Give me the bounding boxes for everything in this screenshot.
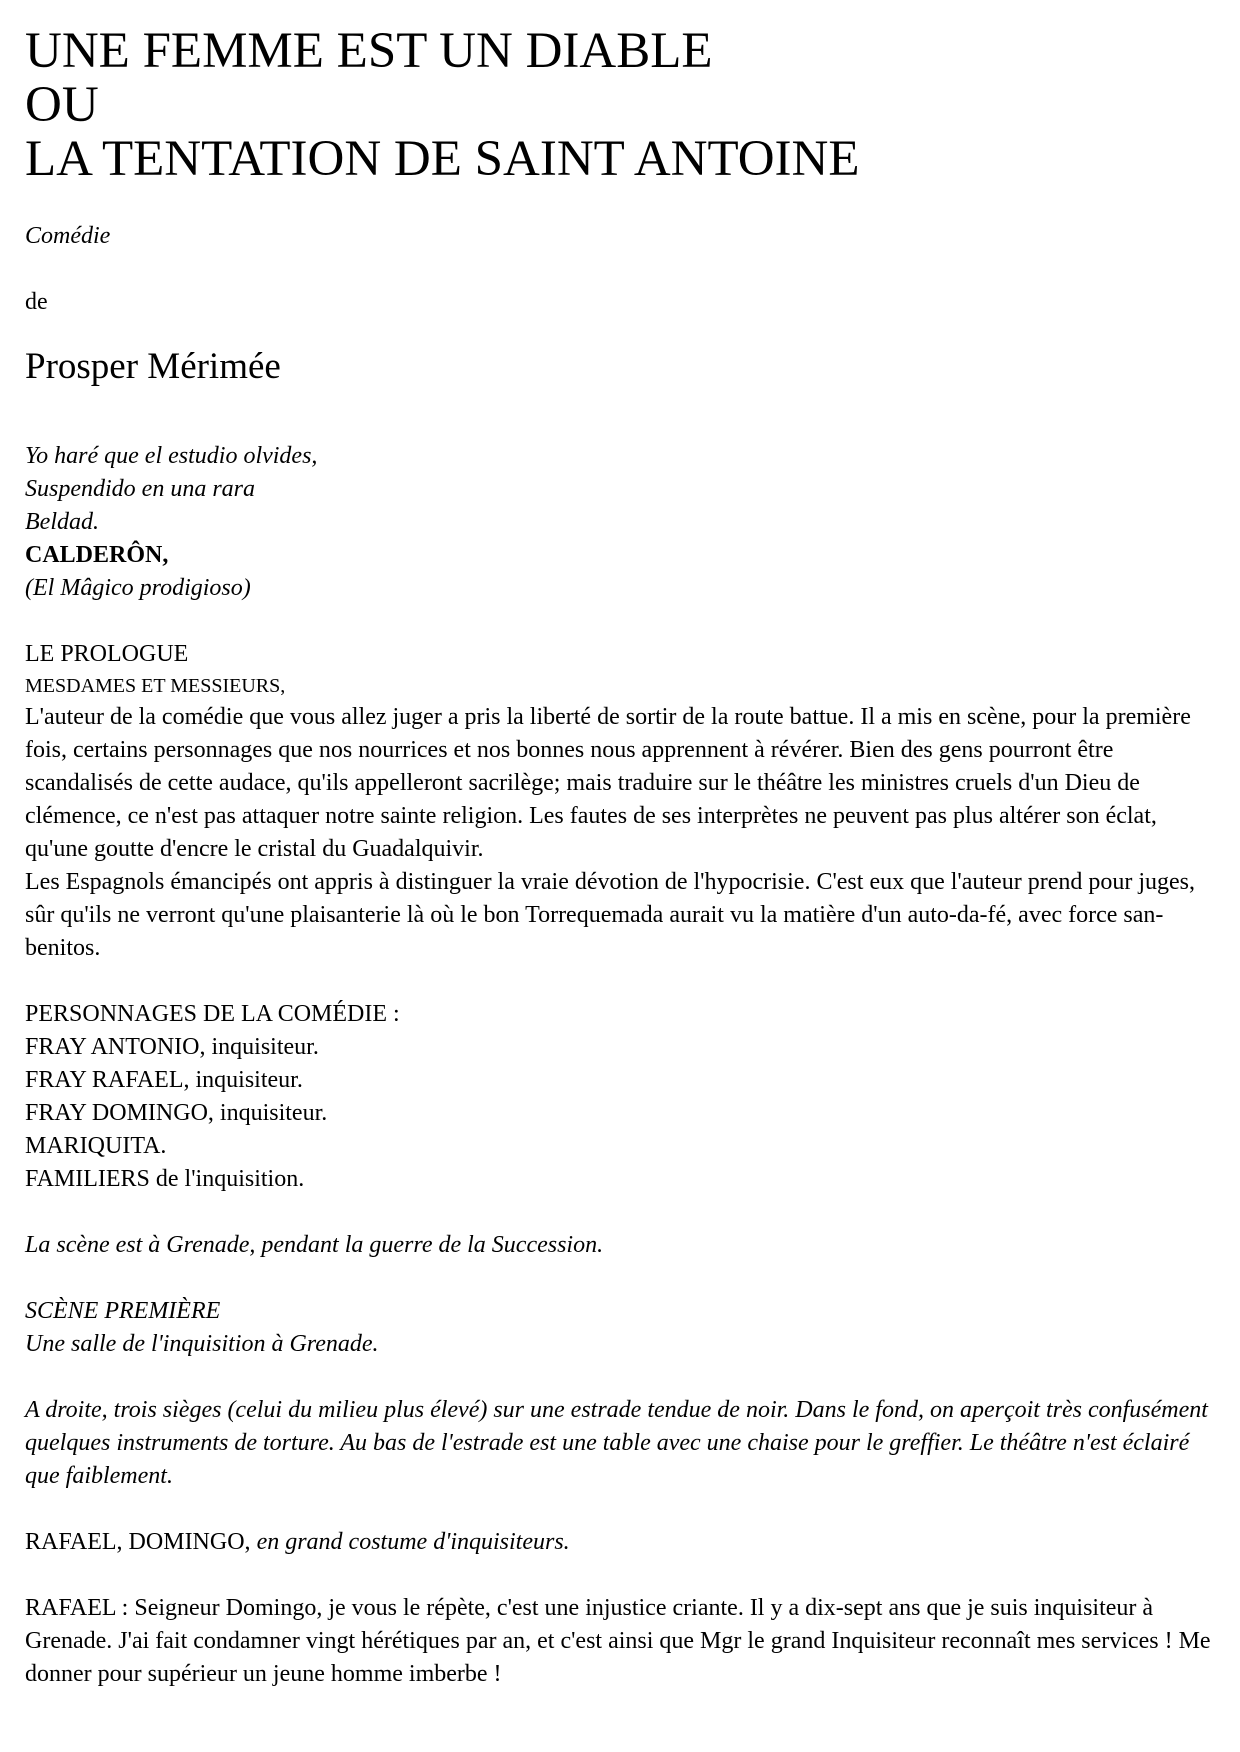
scene-header [25,1295,1215,1361]
scene-heading: SCÈNE PREMIÈRE [25,1298,221,1324]
epigraph-verse: Beldad. [25,509,99,535]
by-label: de [25,289,48,315]
epigraph-verse: Yo haré que el estudio olvides, [25,443,318,469]
speech-text: Seigneur Domingo, je vous le répète, c'est une injustice criante. Il y a dix-sept ans que je suis inquisiteur à Grenade. J'ai fait condamner vingt hérétiques par an, et c'est ainsi que Mgr le grand Inquisiteur reconnaît mes services ! Me donner pour supérieur un jeune homme imberbe ! [25,1595,1211,1687]
author-name: Prosper Mérimée [25,346,281,387]
epigraph-attribution: CALDERÔN, [25,542,169,568]
present-description: en grand costume d'inquisiteurs. [256,1529,570,1555]
character-item: FRAY RAFAEL, inquisiteur. [25,1067,303,1093]
title-line: LA TENTATION DE SAINT ANTOINE [25,131,860,187]
prologue-heading: LE PROLOGUE [25,641,189,667]
genre: Comédie [25,223,111,249]
character-item: FRAY DOMINGO, inquisiteur. [25,1100,328,1126]
character-item: FAMILIERS de l'inquisition. [25,1166,305,1192]
play-title [25,20,1215,186]
epigraph [25,440,1215,605]
stage-direction: A droite, trois sièges (celui du milieu plus élevé) sur une estrade tendue de noir. Dans le fond, on aperçoit très confusément quelques instruments de torture. Au bas de l'estrade est une table avec une chaise pour le greffier. Le théâtre n'est éclairé que faiblement. [25,1397,1208,1489]
present-names: RAFAEL, DOMINGO, [25,1529,251,1555]
prologue-paragraph: Les Espagnols émancipés ont appris à distinguer la vraie dévotion de l'hypocrisie. C'est eux que l'auteur prend pour juges, sûr qu'ils ne verront qu'une plaisanterie là où le bon Torrequemada aurait vu la matière d'un auto-da-fé, avec force san-benitos. [25,869,1195,961]
prologue-body [25,701,1225,965]
scene-location: Une salle de l'inquisition à Grenade. [25,1331,379,1357]
setting-note: La scène est à Grenade, pendant la guerre de la Succession. [25,1232,604,1258]
character-item: MARIQUITA. [25,1133,167,1159]
character-item: FRAY ANTONIO, inquisiteur. [25,1034,319,1060]
prologue-address: MESDAMES ET MESSIEURS, [25,675,286,697]
speaker-name: RAFAEL : [25,1595,129,1621]
dialogue-line [25,1592,1225,1691]
character-list [25,998,1215,1196]
characters-present [25,1526,1215,1559]
characters-heading: PERSONNAGES DE LA COMÉDIE : [25,1001,400,1027]
title-line: OU [25,77,99,133]
epigraph-source: (El Mâgico prodigioso) [25,575,251,601]
prologue-paragraph: L'auteur de la comédie que vous allez juger a pris la liberté de sortir de la route battue. Il a mis en scène, pour la première fois, certains personnages que nos nourrices et nos bonnes nous apprennent à révérer. Bien des gens pourront être scandalisés de cette audace, qu'ils appelleront sacrilège; mais traduire sur le théâtre les ministres cruels d'un Dieu de clémence, ce n'est pas attaquer notre sainte religion. Les fautes de ses interprètes ne peuvent pas plus altérer son éclat, qu'une goutte d'encre le cristal du Guadalquivir. [25,704,1191,862]
epigraph-verse: Suspendido en una rara [25,476,255,502]
title-line: UNE FEMME EST UN DIABLE [25,23,713,79]
prologue [25,638,1215,965]
